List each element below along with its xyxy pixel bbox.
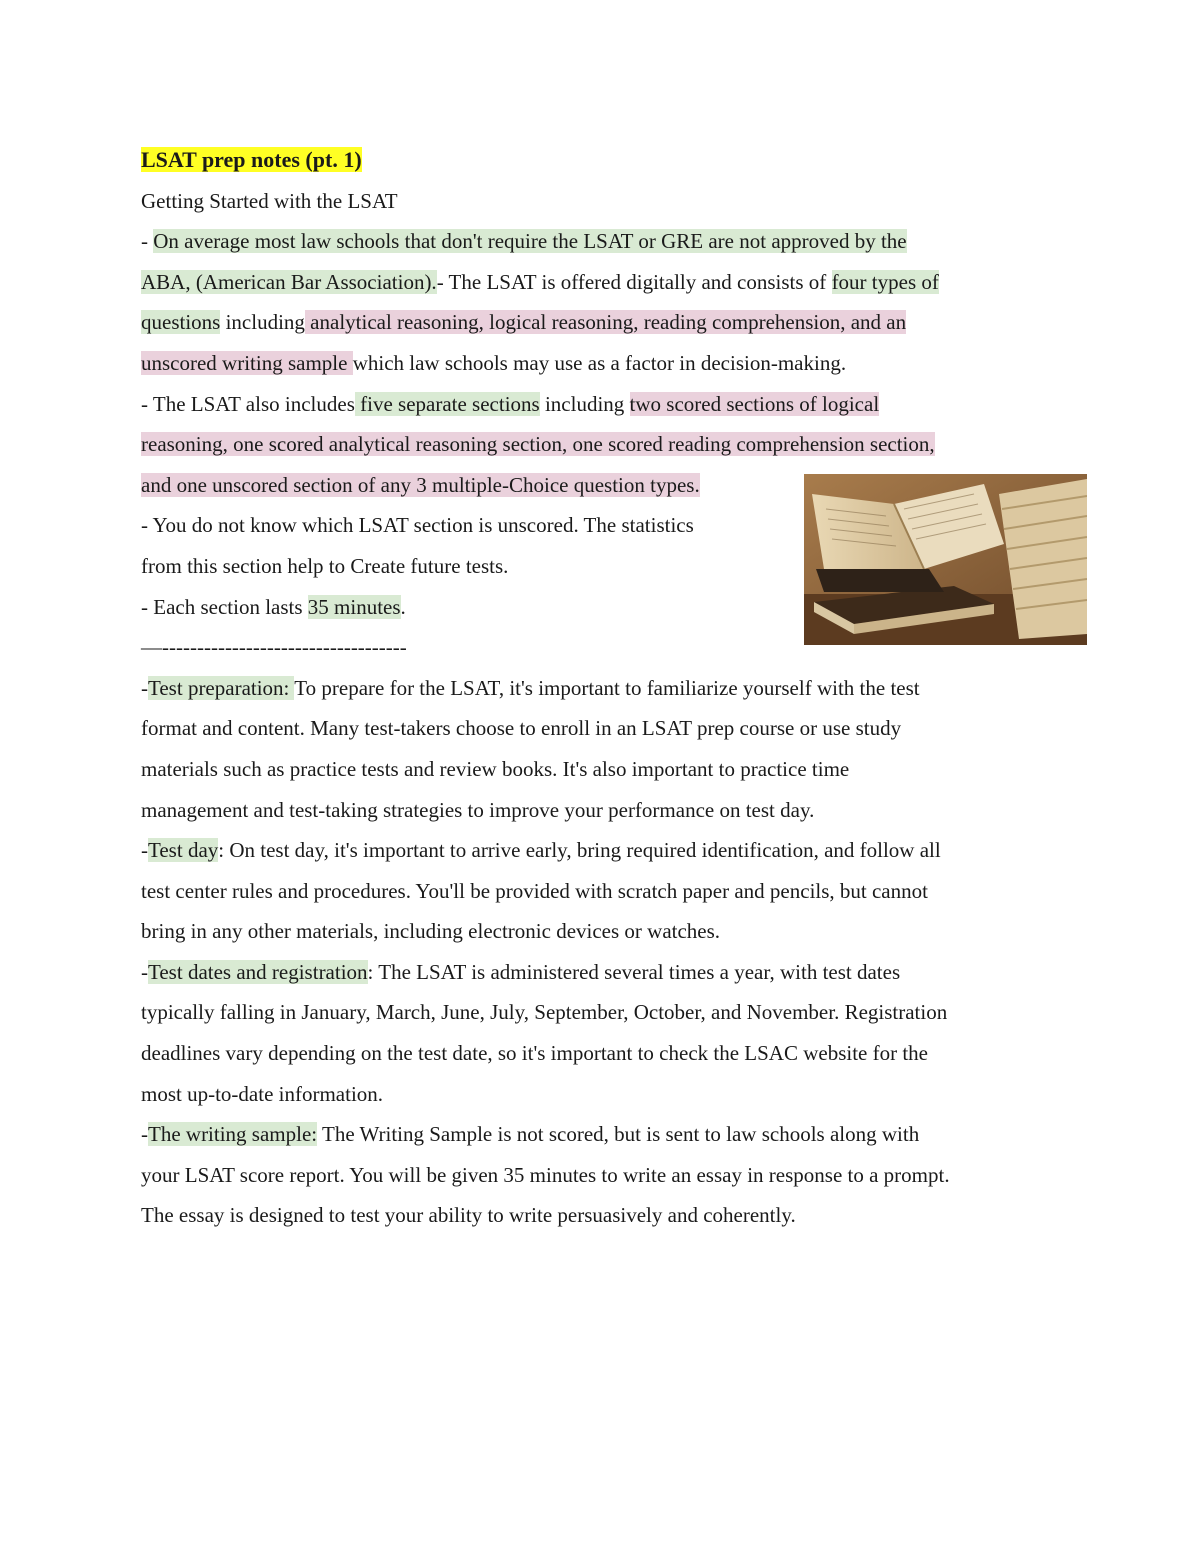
notes-body — [141, 140, 1061, 1236]
books-image — [804, 474, 1087, 645]
section-heading: Test preparation: — [148, 675, 295, 700]
section-test-dates: -Test dates and registration: The LSAT is administered several times a year, with test dates typically falling in January, March, June, July, September, October, and November. Registration deadlines vary depending on the test date, so it's important to check the LSAC website for the most up-to-date information. — [141, 959, 948, 1106]
intro-line: - You do not know which LSAT section is unscored. The statistics — [141, 513, 694, 538]
section-test-day: -Test day: On test day, it's important to arrive early, bring required identification, and follow all test center rules and procedures. You'll be provided with scratch paper and pencils, but cannot bring in any other materials, including electronic devices or watches. — [141, 838, 941, 944]
intro-line: from this section help to Create future tests. — [141, 553, 509, 578]
intro-line: ABA, (American Bar Association).- The LSAT is offered digitally and consists of four types of — [141, 269, 939, 294]
section-writing-sample: -The writing sample: The Writing Sample is not scored, but is sent to law schools along with your LSAT score report. You will be given 35 minutes to write an essay in response to a prompt. The essay is designed to test your ability to write persuasively and coherently. — [141, 1122, 950, 1228]
page-title: LSAT prep notes (pt. 1) — [141, 147, 362, 172]
intro-line: reasoning, one scored analytical reasoning section, one scored reading comprehension section, — [141, 432, 935, 457]
intro-line: questions including analytical reasoning, logical reasoning, reading comprehension, and an — [141, 310, 907, 335]
intro-line: - The LSAT also includes five separate sections including two scored sections of logical — [141, 391, 880, 416]
books-photo — [804, 474, 1087, 645]
subtitle: Getting Started with the LSAT — [141, 188, 398, 213]
intro-line: - On average most law schools that don't require the LSAT or GRE are not approved by the — [141, 229, 907, 254]
intro-line: and one unscored section of any 3 multiple-Choice question types. — [141, 472, 700, 497]
section-heading: Test dates and registration — [148, 959, 368, 984]
section-divider: —----------------------------------- — [141, 635, 407, 660]
intro-line: unscored writing sample which law schools may use as a factor in decision-making. — [141, 350, 847, 375]
section-heading: Test day — [148, 838, 219, 863]
section-test-preparation: -Test preparation: To prepare for the LSAT, it's important to familiarize yourself with the test format and content. Many test-takers choose to enroll in an LSAT prep course or use study materials such as practice tests and review books. It's also important to practice time management and test-taking strategies to improve your performance on test day. — [141, 675, 920, 822]
section-heading: The writing sample: — [148, 1122, 318, 1147]
intro-line: - Each section lasts 35 minutes. — [141, 594, 406, 619]
